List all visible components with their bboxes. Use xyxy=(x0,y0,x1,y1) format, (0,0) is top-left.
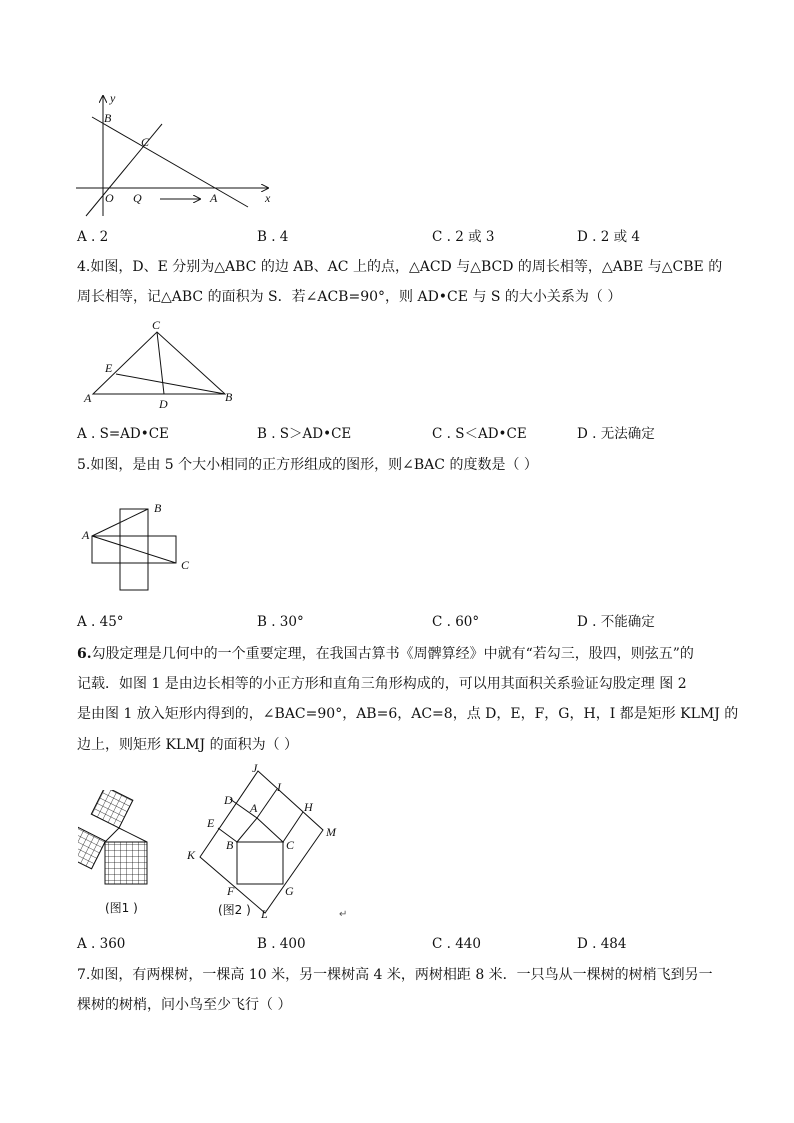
label-c: C xyxy=(286,838,295,852)
q6-figure1 xyxy=(78,790,163,890)
label-x: x xyxy=(265,191,271,205)
q6-option-b: B . 400 xyxy=(257,936,306,952)
label-b: B xyxy=(104,111,112,125)
q6-number: 6. xyxy=(77,646,92,662)
label-a: A xyxy=(210,191,218,205)
q4-option-a: A . S=AD•CE xyxy=(77,426,169,442)
segment-ai xyxy=(257,789,277,818)
return-mark: ↵ xyxy=(339,909,348,920)
square-top xyxy=(120,509,148,536)
triangle-abc xyxy=(93,332,225,394)
label-i: I xyxy=(277,780,281,794)
square-bottom xyxy=(120,563,148,590)
grid-square-right xyxy=(91,790,133,828)
label-a: A xyxy=(84,391,92,405)
q6-option-d: D . 484 xyxy=(577,936,627,952)
q4-option-b: B . S＞AD•CE xyxy=(257,426,352,442)
label-m: M xyxy=(326,825,336,839)
q6-option-a: A . 360 xyxy=(77,936,126,952)
q4-figure xyxy=(80,318,240,413)
q6-fig1-caption: (图1 ) xyxy=(105,901,138,915)
segment-cd xyxy=(157,332,164,394)
label-b: B xyxy=(154,501,162,515)
q5-text-line1: 5.如图，是由 5 个大小相同的正方形组成的图形，则∠BAC 的度数是（ ） xyxy=(77,457,538,473)
q6-option-c: C . 440 xyxy=(432,936,481,952)
label-j: J xyxy=(252,761,258,775)
q6-figure2 xyxy=(185,760,355,920)
label-c: C xyxy=(152,318,161,332)
label-l: L xyxy=(261,907,268,920)
label-a: A xyxy=(82,528,90,542)
q4-option-c: C . S＜AD•CE xyxy=(432,426,527,442)
q6-text-line2: 记载．如图 1 是由边长相等的小正方形和直角三角形构成的，可以用其面积关系验证勾股定理 图 2 xyxy=(77,676,687,692)
label-b: B xyxy=(225,390,233,404)
label-d: D xyxy=(159,397,168,411)
q3-option-d: D . 2 或 4 xyxy=(577,229,640,245)
label-c: C xyxy=(141,135,150,149)
label-y: y xyxy=(110,91,116,105)
q5-option-b: B . 30° xyxy=(257,614,304,630)
label-b: B xyxy=(226,838,234,852)
q7-text-line1: 7.如图，有两棵树，一棵高 10 米，另一棵树高 4 米，两树相距 8 米．一只鸟从一棵树的树梢飞到另一 xyxy=(77,967,713,983)
q6-text-line1: 6.勾股定理是几何中的一个重要定理，在我国古算书《周髀算经》中就有“若勾三，股四，则弦五”的 xyxy=(77,646,694,662)
q4-text-line1: 4.如图，D、E 分别为△ABC 的边 AB、AC 上的点，△ACD 与△BCD 的周长相等，△ABE 与△CBE 的 xyxy=(77,259,723,275)
segment-ac xyxy=(92,536,176,563)
label-g: G xyxy=(285,884,294,898)
q4-option-d: D . 无法确定 xyxy=(577,426,655,442)
q6-text-line3: 是由图 1 放入矩形内得到的，∠BAC=90°，AB=6，AC=8，点 D，E，F，G，H，I 都是矩形 KLMJ 的 xyxy=(77,706,739,722)
q3-option-a: A . 2 xyxy=(77,229,109,245)
q3-option-c: C . 2 或 3 xyxy=(432,229,495,245)
line-ab xyxy=(92,117,248,207)
q3-figure xyxy=(70,88,280,220)
q5-option-a: A . 45° xyxy=(77,614,124,630)
label-c: C xyxy=(181,558,190,572)
label-o: O xyxy=(105,191,114,205)
q5-figure xyxy=(78,496,198,594)
q3-option-b: B . 4 xyxy=(257,229,289,245)
q6-text-line4: 边上，则矩形 KLMJ 的面积为（ ） xyxy=(77,737,299,753)
q4-text-line2: 周长相等，记△ABC 的面积为 S．若∠ACB=90°，则 AD•CE 与 S 的大小关系为（ ） xyxy=(77,289,622,305)
label-h: H xyxy=(304,800,313,814)
label-a: A xyxy=(250,801,258,815)
label-k: K xyxy=(187,848,196,862)
triangle-bac xyxy=(237,818,283,842)
label-e: E xyxy=(105,361,113,375)
label-d: D xyxy=(224,793,233,807)
line-oc xyxy=(86,124,162,216)
label-f: F xyxy=(227,884,235,898)
square-bcgf xyxy=(237,842,283,884)
label-q: Q xyxy=(133,191,142,205)
grid-square-left xyxy=(78,827,105,869)
segment-be xyxy=(116,374,225,394)
q5-option-d: D . 不能确定 xyxy=(577,614,655,630)
q6-fig2-caption: (图2 ) xyxy=(218,903,251,917)
label-e: E xyxy=(207,816,215,830)
right-triangle xyxy=(105,828,147,842)
q7-text-line2: 棵树的树梢，问小鸟至少飞行（ ） xyxy=(77,997,292,1013)
q5-option-c: C . 60° xyxy=(432,614,480,630)
grid-square-bottom xyxy=(105,842,147,884)
